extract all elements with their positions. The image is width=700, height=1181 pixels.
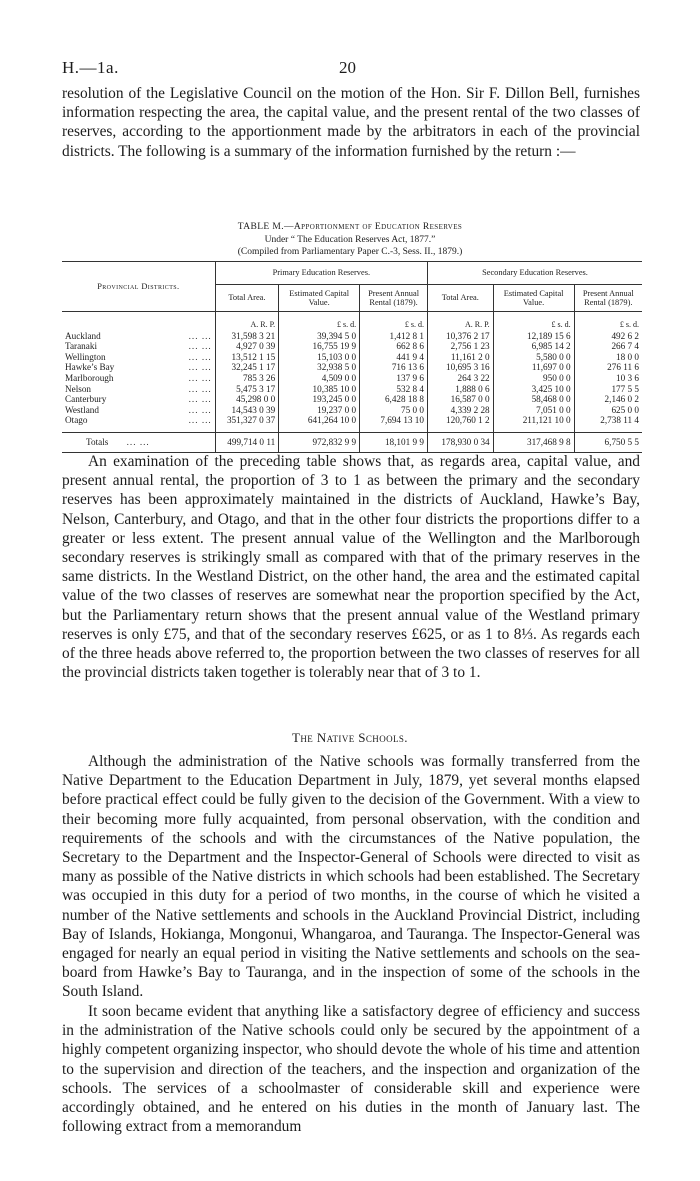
value-cell-s-cap: 58,468 0 0: [493, 394, 574, 405]
unit-label: £ s. d.: [279, 312, 360, 331]
table-row: [62, 373, 642, 384]
page-header-ref: H.—1a.: [62, 58, 119, 77]
value-cell-s-area: 10,695 3 16: [427, 362, 493, 373]
value-cell-p-rent: 75 0 0: [360, 405, 428, 416]
value-cell-p-cap: 19,237 0 0: [279, 405, 360, 416]
leader-dots: ... ...: [188, 394, 212, 405]
value-cell-p-rent: 6,428 18 8: [360, 394, 428, 405]
intro-text: resolution of the Legislative Council on the motion of the Hon. Sir F. Dillon Bell, furnishes information respecting the area, the capital value, and the present rental of the two classes of reserves, according to the apportionment made by the arbitrators in each of the provincial districts. The following is a summary of the information furnished by the return :—: [62, 85, 640, 160]
value-cell-p-area: 31,598 3 21: [215, 331, 278, 342]
district-name: Hawke’s Bay: [65, 362, 115, 373]
analysis-text: An examination of the preceding table shows that, as regards area, capital value, and present annual rental, the proportion of 3 to 1 as between the primary and the secondary reserves has been approximately maintained in the districts of Auckland, Hawke’s Bay, Nelson, Canterbury, and Otago, and that in the other four districts the proportions differ to a greater or less extent. The present annual value of the Wellington and the Marlborough secondary reserves is strikingly small as compared with that of the primary reserves in the same districts. In the Westland District, on the other hand, the area and the estimated capital value of the two classes of reserves are somewhat near the proportion specified by the Act, but the Parliamentary return shows that the present annual value of the Westland primary reserves is only £75, and that of the secondary reserves £625, or as 1 to 8⅓. As regards each of the three heads above referred to, the proportion between the two classes of reserves for all the provincial districts taken together is tolerably near that of 3 to 1.: [62, 453, 640, 682]
district-name: Canterbury: [65, 394, 107, 405]
col-header-primary-capital: Estimated Capital Value.: [279, 285, 360, 312]
col-header-secondary-capital: Estimated Capital Value.: [493, 285, 574, 312]
leader-dots: ... ...: [188, 383, 212, 394]
district-cell: [62, 331, 215, 342]
leader-dots: ... ...: [188, 415, 212, 426]
value-cell-p-rent: 441 9 4: [360, 352, 428, 363]
group-header-primary: Primary Education Reserves.: [215, 262, 427, 285]
value-cell-p-cap: 16,755 19 9: [279, 341, 360, 352]
value-cell-p-cap: 32,938 5 0: [279, 362, 360, 373]
table-row: [62, 331, 642, 342]
district-cell: [62, 373, 215, 384]
totals-label: [62, 432, 215, 452]
value-cell-s-rent: 266 7 4: [574, 341, 642, 352]
table-row: [62, 405, 642, 416]
value-cell-p-cap: 10,385 10 0: [279, 384, 360, 395]
value-cell-s-rent: 625 0 0: [574, 405, 642, 416]
value-cell-s-area: 16,587 0 0: [427, 394, 493, 405]
value-cell-s-cap: 5,580 0 0: [493, 352, 574, 363]
value-cell-p-area: 5,475 3 17: [215, 384, 278, 395]
table-row: [62, 341, 642, 352]
table-subtitle: Under “ The Education Reserves Act, 1877.”: [264, 234, 436, 245]
native-schools-paragraph: [62, 752, 640, 1002]
value-cell-p-area: 14,543 0 39: [215, 405, 278, 416]
unit-label: £ s. d.: [493, 312, 574, 331]
section-heading: The Native Schools.: [292, 730, 408, 745]
value-cell-p-cap: 641,264 10 0: [279, 415, 360, 432]
value-cell-p-area: 785 3 26: [215, 373, 278, 384]
value-cell-s-area: 1,888 0 6: [427, 384, 493, 395]
value-cell-s-area: 120,760 1 2: [427, 415, 493, 432]
inspector-paragraph: [62, 1002, 640, 1136]
value-cell-s-cap: 950 0 0: [493, 373, 574, 384]
total-primary-capital: 972,832 9 9: [279, 432, 360, 452]
native-schools-text: Although the administration of the Native schools was formally transferred from the Native Department to the Education Department in July, 1879, yet several months elapsed before practical effect could be fully given to the decision of the Government. With a view to their becoming more fully acquainted, from personal observation, with the condition and requirements of the schools and with the circumstances of the Native population, the Secretary to the Department and the Inspector-General of Schools were directed to visit as many as possible of the Native districts in which schools had been established. The Secretary was occupied in this duty for a period of two months, in the course of which he visited a number of the Native settlements and schools in the Auckland Provincial District, including Bay of Islands, Hokianga, Mongonui, Whangaroa, and Tauranga. The Inspector-General was engaged for nearly an equal period in visiting the Native settlements and schools on the sea-board from Hawke’s Bay to Tauranga, and in the inspection of some of the schools in the South Island.: [62, 753, 640, 1001]
district-cell: [62, 405, 215, 416]
value-cell-s-area: 10,376 2 17: [427, 331, 493, 342]
total-primary-rental: 18,101 9 9: [360, 432, 428, 452]
value-cell-p-rent: 137 9 6: [360, 373, 428, 384]
col-header-primary-area: Total Area.: [215, 285, 278, 312]
col-header-primary-rental: Present Annual Rental (1879).: [360, 285, 428, 312]
value-cell-s-rent: 2,738 11 4: [574, 415, 642, 432]
intro-paragraph: [62, 84, 640, 161]
value-cell-p-rent: 7,694 13 10: [360, 415, 428, 432]
col-header-secondary-rental: Present Annual Rental (1879).: [574, 285, 642, 312]
value-cell-p-rent: 1,412 8 1: [360, 331, 428, 342]
leader-dots: ... ...: [188, 341, 212, 352]
col-header-district: Provincial Districts.: [97, 281, 180, 291]
page-number: 20: [339, 58, 356, 77]
value-cell-p-rent: 532 8 4: [360, 384, 428, 395]
value-cell-s-rent: 18 0 0: [574, 352, 642, 363]
district-name: Auckland: [65, 330, 101, 341]
unit-label: A. R. P.: [427, 312, 493, 331]
leader-dots: ... ...: [188, 330, 212, 341]
leader-dots: ... ...: [188, 362, 212, 373]
value-cell-p-area: 4,927 0 39: [215, 341, 278, 352]
value-cell-s-rent: 177 5 5: [574, 384, 642, 395]
value-cell-p-rent: 662 8 6: [360, 341, 428, 352]
unit-label: £ s. d.: [574, 312, 642, 331]
district-name: Taranaki: [65, 341, 98, 352]
district-cell: [62, 341, 215, 352]
value-cell-s-cap: 211,121 10 0: [493, 415, 574, 432]
district-cell: [62, 394, 215, 405]
value-cell-p-area: 351,327 0 37: [215, 415, 278, 432]
value-cell-s-cap: 11,697 0 0: [493, 362, 574, 373]
total-primary-area: 499,714 0 11: [215, 432, 278, 452]
value-cell-s-cap: 3,425 10 0: [493, 384, 574, 395]
table-row: [62, 352, 642, 363]
value-cell-s-cap: 7,051 0 0: [493, 405, 574, 416]
totals-text: Totals: [86, 436, 109, 447]
table-row: [62, 415, 642, 432]
district-cell: [62, 384, 215, 395]
table-row: [62, 394, 642, 405]
district-name: Nelson: [65, 383, 92, 394]
leader-dots: ... ...: [126, 436, 150, 447]
inspector-text: It soon became evident that anything like a satisfactory degree of efficiency and success in the administration of the Native schools could only be secured by the appointment of a highly competent organizing inspector, who should devote the whole of his time and attention to the supervision and direction of the teachers, and the inspection and organization of the schools. The services of a schoolmaster of considerable skill and experience were accordingly obtained, and he entered on his duties in the month of January last. The following extract from a memorandum: [62, 1003, 640, 1136]
value-cell-s-area: 4,339 2 28: [427, 405, 493, 416]
total-secondary-rental: 6,750 5 5: [574, 432, 642, 452]
value-cell-p-area: 32,245 1 17: [215, 362, 278, 373]
leader-dots: ... ...: [188, 372, 212, 383]
value-cell-s-rent: 492 6 2: [574, 331, 642, 342]
table-row: [62, 362, 642, 373]
value-cell-p-cap: 193,245 0 0: [279, 394, 360, 405]
district-name: Marlborough: [65, 372, 114, 383]
table-caption: [0, 221, 700, 259]
district-name: Wellington: [65, 351, 106, 362]
value-cell-s-area: 264 3 22: [427, 373, 493, 384]
table-title: TABLE M.—Apportionment of Education Reserves: [237, 222, 463, 232]
value-cell-p-cap: 4,509 0 0: [279, 373, 360, 384]
value-cell-s-rent: 10 3 6: [574, 373, 642, 384]
leader-dots: ... ...: [188, 404, 212, 415]
value-cell-p-rent: 716 13 6: [360, 362, 428, 373]
total-secondary-capital: 317,468 9 8: [493, 432, 574, 452]
value-cell-s-rent: 276 11 6: [574, 362, 642, 373]
district-name: Otago: [65, 415, 88, 426]
total-secondary-area: 178,930 0 34: [427, 432, 493, 452]
value-cell-p-cap: 15,103 0 0: [279, 352, 360, 363]
value-cell-p-cap: 39,394 5 0: [279, 331, 360, 342]
unit-label: A. R. P.: [215, 312, 278, 331]
value-cell-p-area: 13,512 1 15: [215, 352, 278, 363]
value-cell-s-rent: 2,146 0 2: [574, 394, 642, 405]
value-cell-s-area: 2,756 1 23: [427, 341, 493, 352]
col-header-secondary-area: Total Area.: [427, 285, 493, 312]
value-cell-p-area: 45,298 0 0: [215, 394, 278, 405]
district-name: Westland: [65, 404, 99, 415]
table-source: (Compiled from Parliamentary Paper C.-3, Sess. II., 1879.): [237, 247, 463, 257]
unit-label: £ s. d.: [360, 312, 428, 331]
value-cell-s-cap: 6,985 14 2: [493, 341, 574, 352]
district-cell: [62, 362, 215, 373]
value-cell-s-cap: 12,189 15 6: [493, 331, 574, 342]
reserves-table: [62, 261, 642, 453]
group-header-secondary: Secondary Education Reserves.: [427, 262, 642, 285]
district-cell: [62, 415, 215, 432]
district-cell: [62, 352, 215, 363]
analysis-paragraph: [62, 452, 640, 682]
table-row: [62, 384, 642, 395]
value-cell-s-area: 11,161 2 0: [427, 352, 493, 363]
leader-dots: ... ...: [188, 351, 212, 362]
